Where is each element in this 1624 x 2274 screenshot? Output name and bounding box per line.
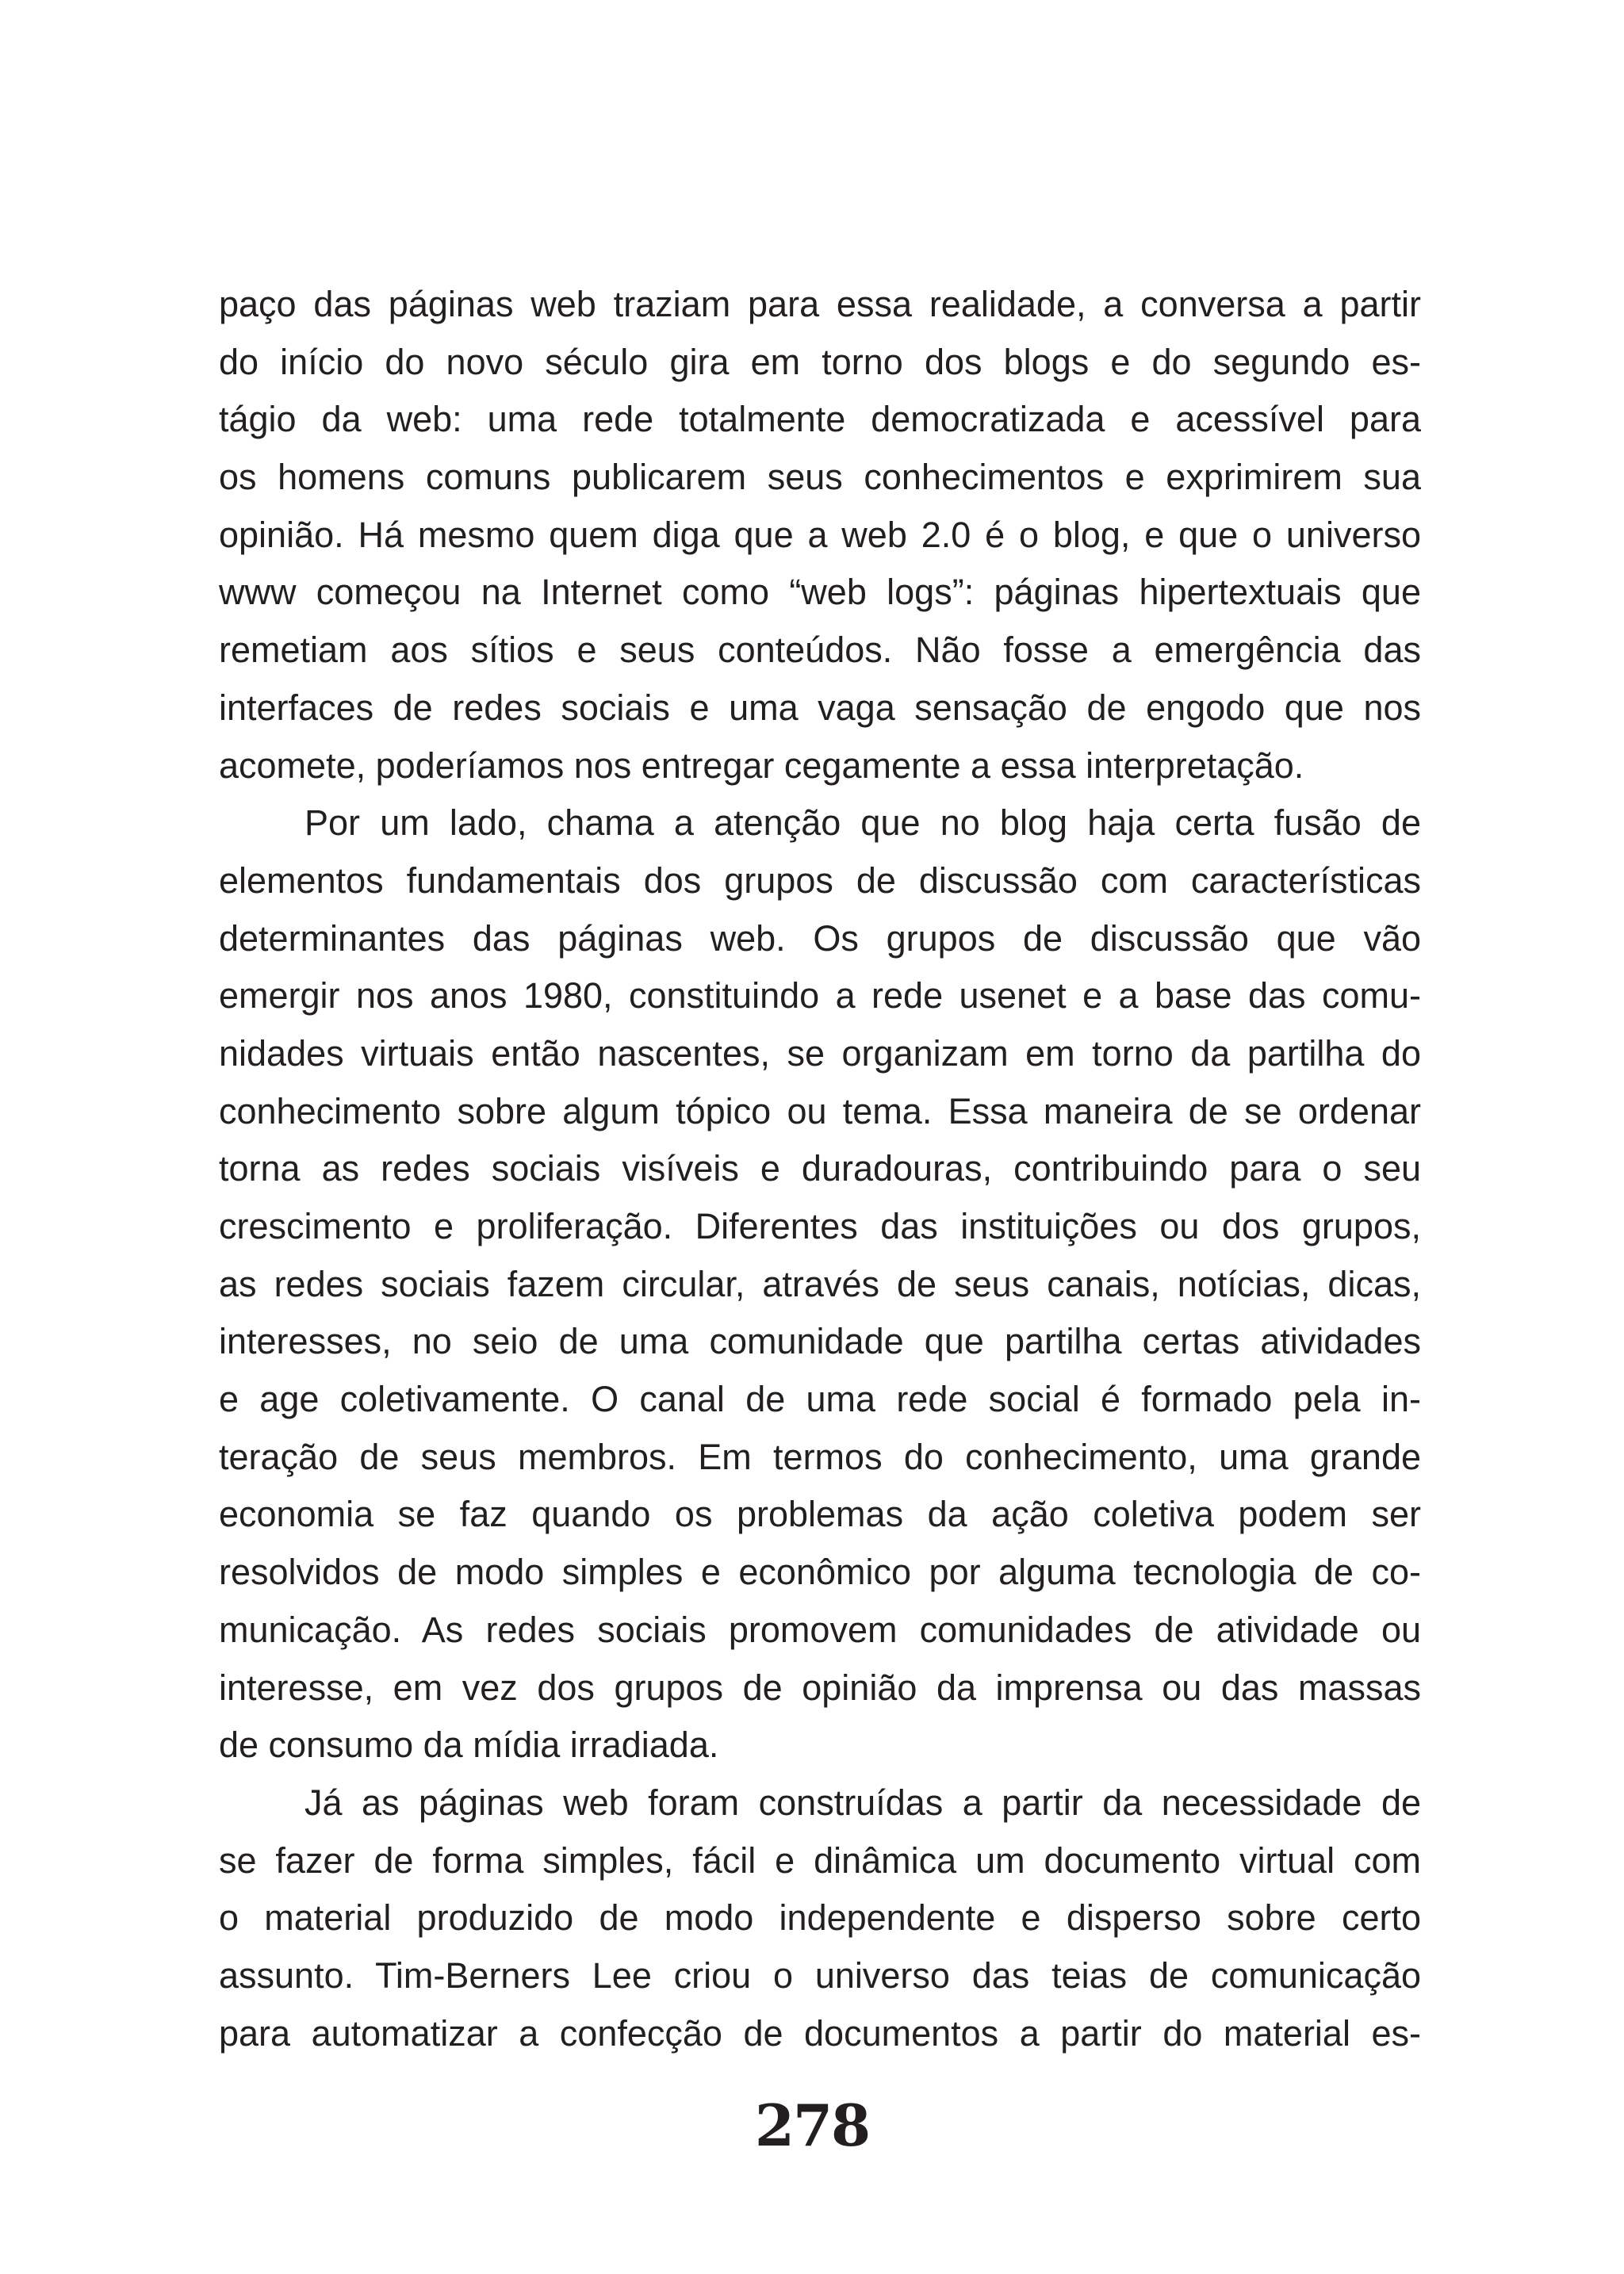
text-line: municação. As redes sociais promovem comunidades de atividade ou (219, 1609, 1421, 1650)
text-line: nidades virtuais então nascentes, se organizam em torno da partilha do (219, 1032, 1421, 1074)
text-line: acomete, poderíamos nos entregar cegamente a essa interpretação. (219, 745, 1304, 786)
text-line: determinantes das páginas web. Os grupos de discussão que vão (219, 917, 1421, 959)
text-line: os homens comuns publicarem seus conhecimentos e exprimirem sua (219, 457, 1421, 498)
text-line: paço das páginas web traziam para essa realidade, a conversa a partir (219, 284, 1421, 324)
text-line: torna as redes sociais visíveis e duradouras, contribuindo para o seu (219, 1148, 1421, 1189)
text-line: remetiam aos sítios e seus conteúdos. Não fosse a emergência das (219, 630, 1421, 671)
paragraph (219, 1774, 1421, 2062)
paragraph (219, 276, 1421, 794)
text-line: interfaces de redes sociais e uma vaga sensação de engodo que nos (219, 687, 1421, 728)
text-line: teração de seus membros. Em termos do conhecimento, uma grande (219, 1436, 1421, 1477)
text-line: resolvidos de modo simples e econômico por alguma tecnologia de co- (219, 1552, 1421, 1593)
text-line: as redes sociais fazem circular, através de seus canais, notícias, dicas, (219, 1263, 1421, 1304)
text-line: tágio da web: uma rede totalmente democratizada e acessível para (219, 399, 1421, 440)
text-line: e age coletivamente. O canal de uma rede social é formado pela in- (219, 1379, 1421, 1420)
body-text (219, 276, 1421, 2062)
text-line: interesse, em vez dos grupos de opinião da imprensa ou das massas (219, 1667, 1421, 1708)
text-line: economia se faz quando os problemas da ação coletiva podem ser (219, 1494, 1421, 1535)
text-line: interesses, no seio de uma comunidade que partilha certas atividades (219, 1321, 1421, 1362)
text-line: de consumo da mídia irradiada. (219, 1725, 719, 1766)
text-line: Já as páginas web foram construídas a partir da necessidade de (304, 1782, 1421, 1823)
page-number: 278 (754, 2092, 870, 2159)
text-line: Por um lado, chama a atenção que no blog haja certa fusão de (304, 802, 1421, 844)
text-line: conhecimento sobre algum tópico ou tema. Essa maneira de se ordenar (219, 1090, 1421, 1131)
text-line: para automatizar a confecção de documentos a partir do material es- (219, 2012, 1421, 2054)
paragraph (219, 794, 1421, 1774)
text-line: assunto. Tim-Berners Lee criou o universo das teias de comunicação (219, 1954, 1421, 1996)
text-line: do início do novo século gira em torno dos blogs e do segundo es- (219, 341, 1421, 382)
text-line: se fazer de forma simples, fácil e dinâmica um documento virtual com (219, 1839, 1421, 1881)
text-line: o material produzido de modo independente e disperso sobre certo (219, 1897, 1421, 1939)
text-line: crescimento e proliferação. Diferentes das instituições ou dos grupos, (219, 1206, 1421, 1246)
text-line: emergir nos anos 1980, constituindo a rede usenet e a base das comu- (219, 975, 1421, 1016)
text-line: opinião. Há mesmo quem diga que a web 2.0 é o blog, e que o universo (219, 514, 1421, 555)
text-line: elementos fundamentais dos grupos de discussão com características (219, 859, 1421, 901)
text-line: www começou na Internet como “web logs”: páginas hipertextuais que (219, 572, 1421, 613)
